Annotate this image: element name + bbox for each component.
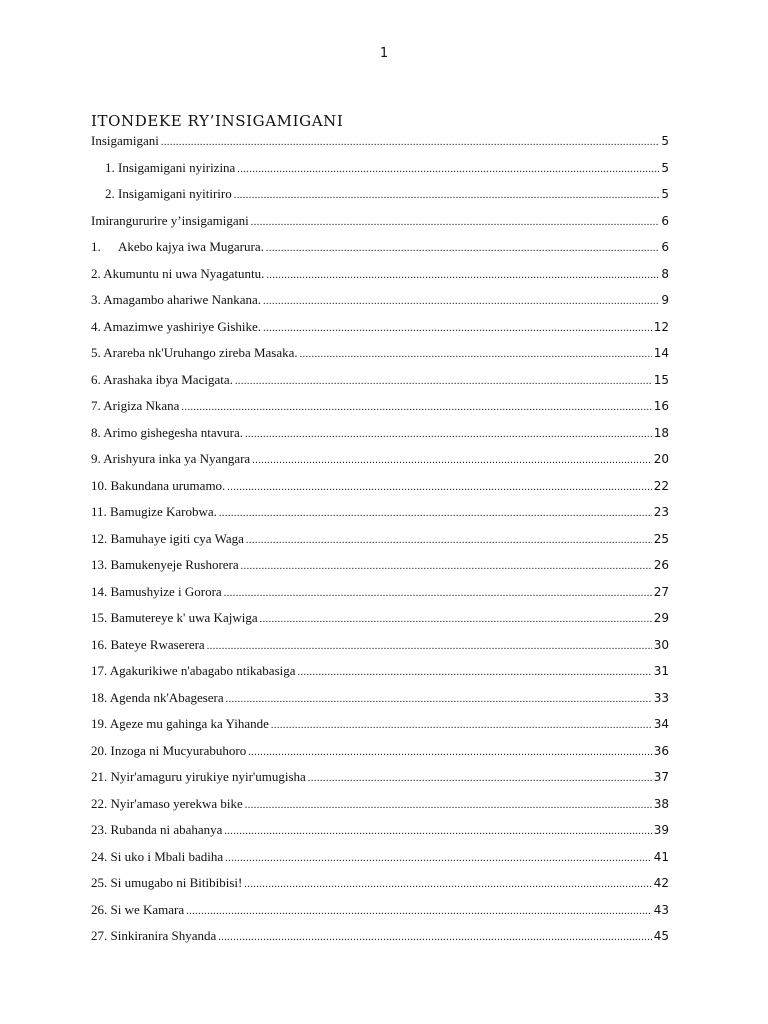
toc-dot-leader [246,530,652,552]
toc-entry-page: 34 [653,717,669,731]
toc-entry-title: 10. Bakundana urumamo. [91,477,226,493]
toc-entry-title: 15. Bamutereye k' uwa Kajwiga [91,610,258,625]
toc-entry-page: 45 [653,929,669,943]
toc-entry[interactable] [91,528,669,555]
toc-entry-page: 37 [653,770,669,784]
toc-entry-page: 8 [661,266,669,281]
toc-entry[interactable] [91,422,669,449]
toc-dot-leader [266,238,660,260]
toc-entry-title: 2. Akumuntu ni uwa Nyagatuntu. [91,265,265,281]
toc-entry-title: 17. Agakurikiwe n'abagabo ntikabasiga [91,663,296,678]
toc-entry[interactable] [91,448,669,475]
toc-dot-leader [161,132,659,154]
toc-entry[interactable] [91,899,669,926]
toc-entry-title: 14. Bamushyize i Gorora [91,583,222,599]
toc-dot-leader [186,901,652,923]
toc-dot-leader [227,477,651,499]
toc-entry-title: 11. Bamugize Karobwa. [91,504,217,519]
toc-entry-page: 29 [653,611,669,625]
toc-entry[interactable] [91,846,669,873]
toc-dot-leader [245,424,652,446]
toc-entry[interactable] [91,263,669,290]
toc-entry-page: 38 [653,796,669,811]
toc-entry-page: 18 [653,425,669,440]
toc-entry-title: 19. Ageze mu gahinga ka Yihande [91,716,269,731]
toc-entry[interactable] [91,660,669,687]
toc-entry-page: 41 [653,849,669,864]
toc-entry-title: 6. Arashaka ibya Macigata. [91,371,233,387]
toc-entry[interactable] [91,236,669,263]
toc-entry-page: 20 [653,452,669,466]
toc-dot-leader [224,583,652,605]
toc-entry[interactable] [91,475,669,502]
toc-entry-title: 26. Si we Kamara [91,901,185,917]
toc-entry[interactable] [91,740,669,767]
toc-entry[interactable] [91,554,669,581]
toc-entry-page: 23 [653,505,669,519]
toc-dot-leader [300,344,652,366]
toc-entry-page: 43 [653,902,669,917]
toc-entry[interactable] [91,634,669,661]
toc-entry-title [91,236,264,258]
toc-dot-leader [252,450,652,472]
toc-entry-title: 3. Amagambo ahariwe Nankana. [91,292,262,307]
toc-dot-leader [219,503,652,525]
toc-entry[interactable] [91,395,669,422]
toc-entry-page: 5 [661,134,669,148]
toc-entry[interactable] [91,130,669,157]
toc-dot-leader [251,212,660,234]
toc-entry[interactable] [91,819,669,846]
toc-entry-page: 5 [661,187,669,201]
toc-entry-title: 24. Si uko i Mbali badiha [91,848,224,864]
toc-dot-leader [248,742,651,764]
toc-dot-leader [244,874,651,896]
toc-dot-leader [225,848,652,870]
toc-entry-page: 31 [653,664,669,678]
toc-dot-leader [245,795,652,817]
toc-entry-page: 22 [653,478,669,493]
toc-entry[interactable] [91,316,669,343]
toc-dot-leader [237,159,659,181]
toc-dot-leader [181,397,651,419]
toc-entry-title: 20. Inzoga ni Mucyurabuhoro [91,742,247,758]
toc-entry[interactable] [91,607,669,634]
toc-entry-page: 6 [661,240,669,254]
toc-entry-title: 22. Nyir'amaso yerekwa bike [91,795,243,811]
toc-dot-leader [260,609,652,631]
toc-entry-page: 30 [653,637,669,652]
toc-entry-page: 36 [653,743,669,758]
toc-entry-page: 15 [653,372,669,387]
table-of-contents [91,130,669,952]
toc-entry-page: 25 [653,531,669,546]
toc-entry-title: 12. Bamuhaye igiti cya Waga [91,530,244,546]
toc-entry-title-text: Akebo kajya iwa Mugarura. [118,239,264,254]
toc-entry-number: 1. [91,239,101,254]
toc-entry[interactable] [91,210,669,237]
toc-entry-title: 16. Bateye Rwaserera [91,636,205,652]
toc-dot-leader [224,821,651,843]
toc-entry[interactable] [91,687,669,714]
toc-dot-leader [263,291,659,313]
toc-entry-page: 12 [653,319,669,334]
toc-entry-page: 16 [653,399,669,413]
toc-entry-title: 8. Arimo gishegesha ntavura. [91,424,243,440]
toc-dot-leader [226,689,652,711]
toc-entry-title: 25. Si umugabo ni Bitibibisi! [91,875,243,890]
toc-entry-page: 26 [653,558,669,572]
toc-entry[interactable] [91,501,669,528]
toc-entry-title: 9. Arishyura inka ya Nyangara [91,451,251,466]
toc-dot-leader [234,185,660,207]
toc-entry-title: 7. Arigiza Nkana [91,398,180,413]
toc-entry-page: 33 [653,690,669,705]
toc-entry-page: 6 [661,213,669,228]
toc-title: ITONDEKE RY’INSIGAMIGANI [91,112,344,130]
toc-entry-title: 1. Insigamigani nyirizina [105,159,236,175]
toc-entry-page: 27 [653,584,669,599]
toc-entry-page: 39 [653,823,669,837]
toc-entry-title: Insigamigani [91,133,159,148]
toc-entry[interactable] [91,713,669,740]
toc-entry-title: Imirangururire y’insigamigani [91,212,249,228]
toc-entry[interactable] [91,342,669,369]
toc-entry-title: 5. Arareba nk'Uruhango zireba Masaka. [91,345,298,360]
toc-entry[interactable] [91,369,669,396]
toc-entry[interactable] [91,289,669,316]
toc-entry[interactable] [91,157,669,184]
toc-entry-title: 21. Nyir'amaguru yirukiye nyir'umugisha [91,769,306,784]
toc-dot-leader [263,318,652,340]
toc-entry-title: 27. Sinkiranira Shyanda [91,928,217,943]
toc-entry-page: 14 [653,346,669,360]
toc-entry[interactable] [91,872,669,899]
toc-entry-page: 42 [653,876,669,890]
toc-entry-title: 23. Rubanda ni abahanya [91,822,223,837]
toc-entry[interactable] [91,581,669,608]
toc-dot-leader [271,715,652,737]
toc-dot-leader [298,662,652,684]
toc-entry[interactable] [91,793,669,820]
toc-dot-leader [308,768,652,790]
toc-dot-leader [241,556,652,578]
toc-entry-title: 18. Agenda nk'Abagesera [91,689,224,705]
toc-entry-title: 13. Bamukenyeje Rushorera [91,557,239,572]
toc-entry[interactable] [91,925,669,952]
toc-entry-title: 4. Amazimwe yashiriye Gishike. [91,318,262,334]
toc-dot-leader [235,371,652,393]
toc-dot-leader [266,265,659,287]
toc-entry-page: 5 [661,160,669,175]
toc-entry-page: 9 [661,293,669,307]
toc-entry[interactable] [91,183,669,210]
toc-entry[interactable] [91,766,669,793]
toc-dot-leader [207,636,652,658]
page-number: 1 [379,46,389,61]
toc-entry-title: 2. Insigamigani nyitiriro [105,186,232,201]
toc-dot-leader [218,927,651,949]
